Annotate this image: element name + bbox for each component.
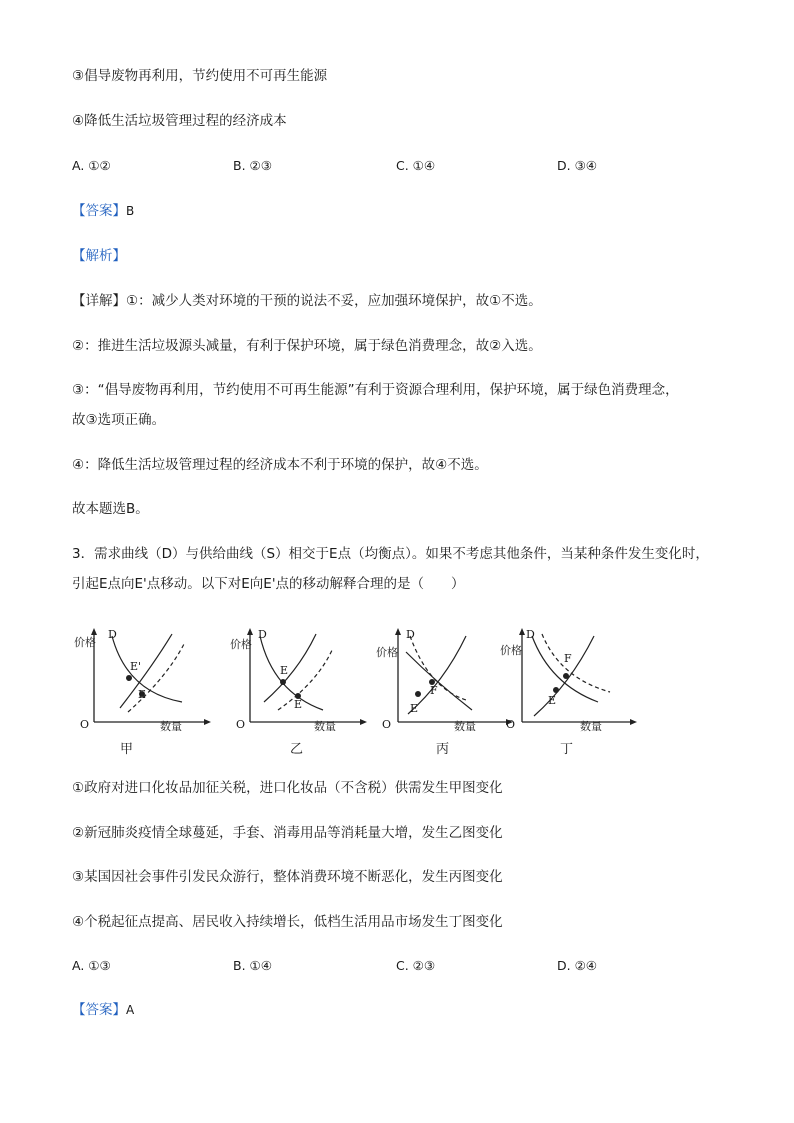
graph-jia-xlabel: 数量 xyxy=(160,720,182,733)
graph-yi xyxy=(228,622,368,734)
q3-item-2: ②新冠肺炎疫情全球蔓延，手套、消毒用品等消耗量大增，发生乙图变化 xyxy=(72,825,503,841)
q3-option-a: A. ①③ xyxy=(72,958,111,973)
graph-ding xyxy=(498,622,638,734)
q2-detail-3a: ③：“倡导废物再利用，节约使用不可再生能源”有利于资源合理利用，保护环境，属于绿色消费理念， xyxy=(72,382,679,398)
q3-option-d: D. ②④ xyxy=(557,958,597,973)
q2-item-3: ③倡导废物再利用，节约使用不可再生能源 xyxy=(72,68,328,84)
graph-ding-origin: O xyxy=(506,718,516,731)
graph-jia xyxy=(72,622,212,734)
answer-value: B xyxy=(126,204,135,218)
graph-bing-e2: E xyxy=(410,702,419,715)
graph-jia-e1: E' xyxy=(130,660,142,673)
graph-bing-origin: O xyxy=(382,718,392,731)
q2-detail-2: ②：推进生活垃圾源头减量，有利于保护环境，属于绿色消费理念，故②入选。 xyxy=(72,338,542,354)
q2-conclusion: 故本题选B。 xyxy=(72,501,149,517)
graph-bing-ylabel: 价格 xyxy=(376,646,398,659)
graph-bing-name: 丙 xyxy=(436,742,450,757)
graph-yi-origin: O xyxy=(236,718,246,731)
q3-answer xyxy=(72,1000,134,1020)
q3-option-c: C. ②③ xyxy=(396,958,436,973)
q2-option-b: B. ②③ xyxy=(233,158,272,173)
q3-stem-2: 引起E点向E'点移动。以下对E向E'点的移动解释合理的是（ ） xyxy=(72,576,465,592)
q2-option-a: A. ①② xyxy=(72,158,111,173)
graph-yi-d: D xyxy=(258,628,267,641)
q2-detail-3b: 故③选项正确。 xyxy=(72,412,166,428)
graph-bing-plot xyxy=(374,622,514,734)
graph-ding-e2: E xyxy=(548,694,557,707)
analysis-tag: 【解析】 xyxy=(72,248,126,264)
q3-stem-1: 3．需求曲线（D）与供给曲线（S）相交于E点（均衡点）。如果不考虑其他条件，当某种条件发生变化时， xyxy=(72,546,709,562)
q3-option-b: B. ①④ xyxy=(233,958,272,973)
q2-answer xyxy=(72,201,134,221)
graph-yi-e2: E xyxy=(294,698,303,711)
graph-bing-xlabel: 数量 xyxy=(454,720,476,733)
graph-yi-e1: E xyxy=(280,664,289,677)
graph-yi-name: 乙 xyxy=(290,742,304,757)
graph-ding-ylabel: 价格 xyxy=(500,644,522,657)
q2-analysis-tag xyxy=(72,246,126,266)
graph-ding-name: 丁 xyxy=(560,742,574,757)
graph-ding-plot xyxy=(498,622,638,734)
q3-item-1: ①政府对进口化妆品加征关税，进口化妆品（不含税）供需发生甲图变化 xyxy=(72,780,503,796)
graph-bing-d: D xyxy=(406,628,415,641)
graph-bing-e1: F xyxy=(430,684,438,697)
q2-option-d: D. ③④ xyxy=(557,158,597,173)
detail-tag: 【详解】 xyxy=(72,293,126,309)
graph-jia-ylabel: 价格 xyxy=(74,636,96,649)
q3-item-3: ③某国因社会事件引发民众游行，整体消费环境不断恶化，发生丙图变化 xyxy=(72,869,503,885)
q2-item-4: ④降低生活垃圾管理过程的经济成本 xyxy=(72,113,287,129)
graph-jia-name: 甲 xyxy=(120,742,134,757)
graph-bing xyxy=(374,622,514,734)
q3-answer-value: A xyxy=(126,1003,135,1017)
graph-jia-d: D xyxy=(108,628,117,641)
graph-yi-xlabel: 数量 xyxy=(314,720,336,733)
detail-text-1: ①：减少人类对环境的干预的说法不妥，应加强环境保护，故①不选。 xyxy=(126,293,542,309)
answer-tag: 【答案】 xyxy=(72,203,126,219)
graph-jia-origin: O xyxy=(80,718,90,731)
graph-jia-e2: E xyxy=(138,688,147,701)
q2-detail-1 xyxy=(72,291,542,311)
q3-answer-tag: 【答案】 xyxy=(72,1002,126,1018)
graph-ding-d: D xyxy=(526,628,535,641)
graph-ding-xlabel: 数量 xyxy=(580,720,602,733)
graph-ding-e1: F xyxy=(564,652,572,665)
q2-detail-4: ④：降低生活垃圾管理过程的经济成本不利于环境的保护，故④不选。 xyxy=(72,457,488,473)
q2-option-c: C. ①④ xyxy=(396,158,436,173)
graph-yi-ylabel: 价格 xyxy=(230,638,252,651)
q3-item-4: ④个税起征点提高、居民收入持续增长，低档生活用品市场发生丁图变化 xyxy=(72,914,503,930)
